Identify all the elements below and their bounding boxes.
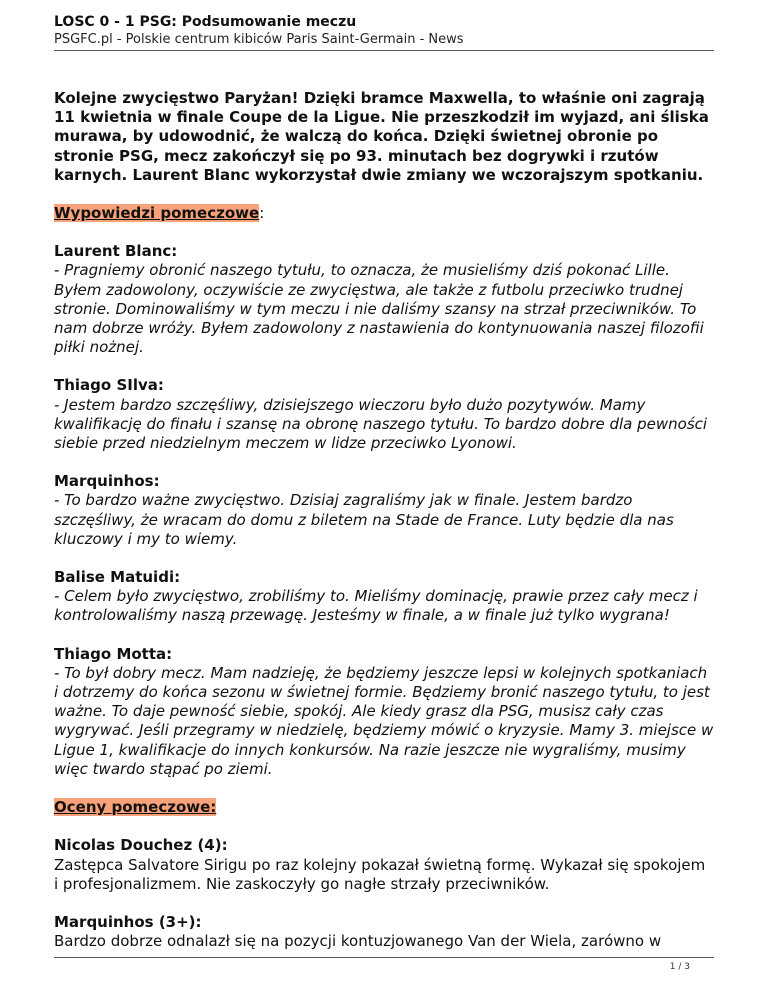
ratings-heading-text: Oceny pomeczowe:	[54, 798, 217, 817]
speaker-name: Thiago SIlva:	[54, 376, 164, 395]
article-title: LOSC 0 - 1 PSG: Podsumowanie meczu	[54, 14, 357, 30]
speaker-name: Marquinhos:	[54, 472, 160, 491]
speaker-name: Laurent Blanc:	[54, 242, 178, 261]
ratings-heading	[54, 798, 714, 817]
site-subtitle: PSGFC.pl - Polskie centrum kibiców Paris Saint-Germain - News	[54, 32, 464, 47]
rating-item	[54, 836, 714, 894]
footer-divider	[54, 957, 714, 958]
speaker-quote: - To bardzo ważne zwycięstwo. Dzisiaj zagraliśmy jak w finale. Jestem bardzo szczęśliwy, że wracam do domu z biletem na Stade de France. Luty będzie dla nas kluczowy i my to wiemy.	[54, 491, 674, 548]
header-divider	[54, 50, 714, 51]
interviews-heading	[54, 204, 714, 223]
article-body	[54, 89, 714, 970]
speaker-quote: - Celem było zwycięstwo, zrobiliśmy to. Mieliśmy dominację, prawie przez cały mecz i kontrolowaliśmy naszą przewagę. Jesteśmy w finale, a w finale już tylko wygrana!	[54, 587, 698, 625]
interview-item	[54, 472, 714, 549]
speaker-name: Balise Matuidi:	[54, 568, 181, 587]
interview-item	[54, 568, 714, 626]
interviews-heading-text: Wypowiedzi pomeczowe	[54, 204, 260, 223]
page-header	[54, 13, 714, 48]
player-name: Marquinhos (3+):	[54, 912, 202, 931]
player-rating-text: Zastępca Salvatore Sirigu po raz kolejny pokazał świetną formę. Wykazał się spokojem i profesjonalizmem. Nie zaskoczyły go nagłe strzały przeciwników.	[54, 855, 706, 893]
speaker-quote: - To był dobry mecz. Mam nadzieję, że będziemy jeszcze lepsi w kolejnych spotkaniach i dotrzemy do końca sezonu w świetnej formie. Będziemy bronić naszego tytułu, to jest ważne. To daje pewność siebie, spokój. Ale kiedy grasz dla PSG, musisz cały czas wygrywać. Jeśli przegramy w niedzielę, będziemy mówić o kryzysie. Mamy 3. miejsce w Ligue 1, kwalifikacje do innych konkursów. Na razie jeszcze nie wygraliśmy, musimy więc twardo stąpać po ziemi.	[54, 663, 714, 778]
page-number: 1 / 3	[669, 962, 690, 972]
lead-paragraph: Kolejne zwycięstwo Paryżan! Dzięki bramce Maxwella, to właśnie oni zagrają 11 kwietnia w finale Coupe de la Ligue. Nie przeszkodził im wyjazd, ani śliska murawa, by udowodnić, że walczą do końca. Dzięki świetnej obronie po stronie PSG, mecz zakończył się po 93. minutach bez dogrywki i rzutów karnych. Laurent Blanc wykorzystał dwie zmiany we wczorajszym spotkaniu.	[54, 89, 709, 184]
interview-item	[54, 376, 714, 453]
interview-item	[54, 242, 714, 357]
speaker-name: Thiago Motta:	[54, 644, 173, 663]
speaker-quote: - Jestem bardzo szczęśliwy, dzisiejszego wieczoru było dużo pozytywów. Mamy kwalifikację do finału i szansę na obronę naszego tytułu. To bardzo dobre dla pewności siebie przed niedzielnym meczem w lidze przeciwko Lyonowi.	[54, 395, 708, 453]
interview-item	[54, 645, 714, 779]
speaker-quote: - Pragniemy obronić naszego tytułu, to oznacza, że musieliśmy dziś pokonać Lille. Byłem zadowolony, oczywiście ze zwycięstwa, ale także z futbolu przeciwko trudnej stronie. Dominowaliśmy w tym meczu i nie daliśmy szansy na strzał przeciwników. To nam dobrze wróży. Byłem zadowolony z nastawienia do kontynuowania naszej filozofii piłki nożnej.	[54, 261, 704, 357]
player-name: Nicolas Douchez (4):	[54, 836, 228, 855]
interviews-heading-colon: :	[259, 204, 265, 223]
rating-item	[54, 913, 714, 951]
player-rating-text: Bardzo dobrze odnalazł się na pozycji kontuzjowanego Van der Wiela, zarówno w	[54, 932, 662, 951]
